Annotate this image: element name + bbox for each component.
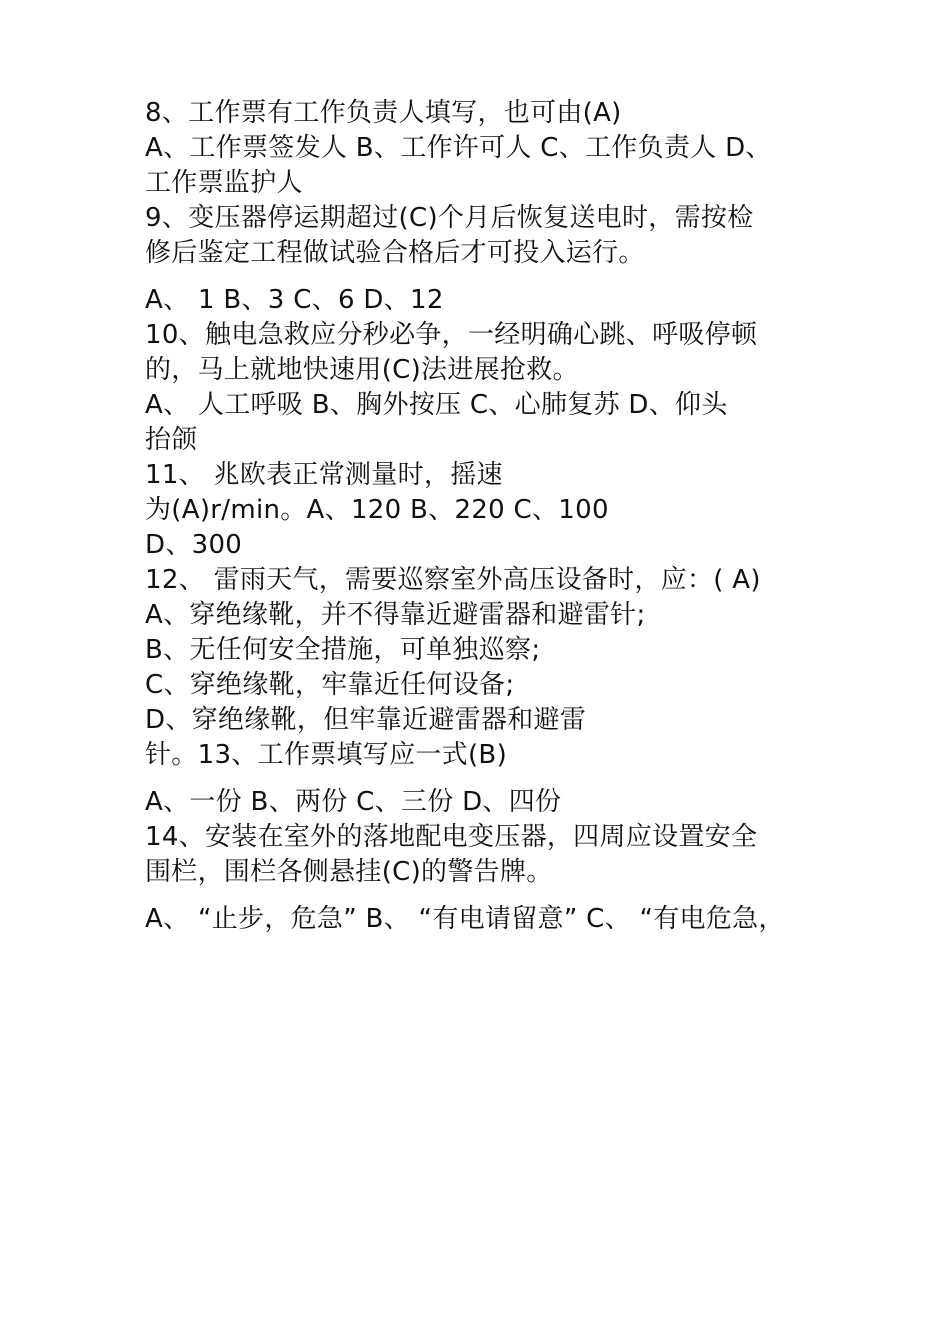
- question-14-cont: 围栏，围栏各侧悬挂(C)的警告牌。: [145, 857, 553, 887]
- question-10-options-cont: 抬颌: [145, 425, 198, 455]
- question-12: 12、 雷雨天气，需要巡察室外高压设备时，应：( A): [145, 565, 761, 595]
- question-10-cont: 的，马上就地快速用(C)法进展抢救。: [145, 355, 579, 385]
- question-8: 8、工作票有工作负责人填写，也可由(A): [145, 98, 622, 128]
- question-13: 针。13、工作票填写应一式(B): [145, 740, 508, 770]
- question-11-options: 为(A)r/min。A、120 B、220 C、100: [145, 495, 609, 525]
- question-10-options: A、 人工呼吸 B、胸外按压 C、心肺复苏 D、仰头: [145, 390, 728, 420]
- question-12-option-a: A、穿绝缘靴，并不得靠近避雷器和避雷针;: [145, 600, 646, 630]
- question-12-option-c: C、穿绝缘靴，牢靠近任何设备;: [145, 670, 515, 700]
- question-10: 10、触电急救应分秒必争，一经明确心跳、呼吸停顿: [145, 320, 758, 350]
- question-9: 9、变压器停运期超过(C)个月后恢复送电时，需按检: [145, 203, 754, 233]
- question-13-options: A、一份 B、两份 C、三份 D、四份: [145, 787, 562, 817]
- question-14-options: A、 “止步，危急” B、 “有电请留意” C、 “有电危急，: [145, 904, 785, 934]
- question-9-cont: 修后鉴定工程做试验合格后才可投入运行。: [145, 238, 645, 268]
- question-11: 11、 兆欧表正常测量时，摇速: [145, 460, 503, 490]
- question-12-option-d: D、穿绝缘靴，但牢靠近避雷器和避雷: [145, 705, 587, 735]
- question-12-option-b: B、无任何安全措施，可单独巡察;: [145, 635, 541, 665]
- question-8-options-cont: 工作票监护人: [145, 168, 303, 198]
- question-8-options: A、工作票签发人 B、工作许可人 C、工作负责人 D、: [145, 133, 772, 163]
- question-9-options: A、 1 B、3 C、6 D、12: [145, 285, 444, 315]
- document-body: [145, 96, 825, 937]
- question-11-options-cont: D、300: [145, 530, 243, 560]
- question-14: 14、安装在室外的落地配电变压器，四周应设置安全: [145, 822, 758, 852]
